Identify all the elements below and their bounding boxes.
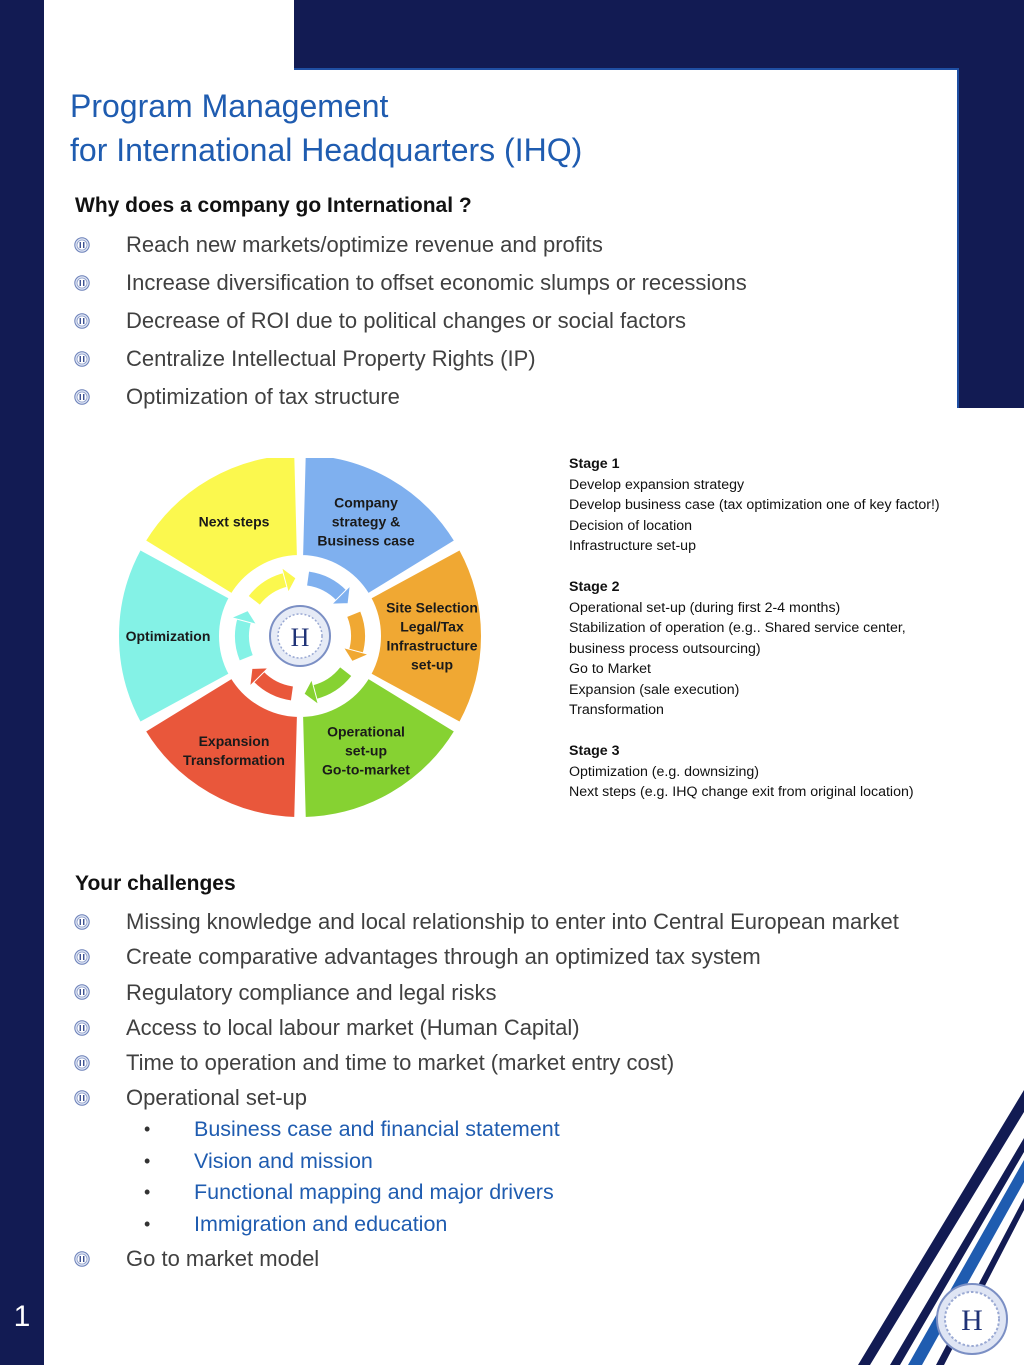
list-item-text: Reach new markets/optimize revenue and profits [126, 232, 603, 257]
list-item [70, 939, 899, 974]
cycle-arrow-body [354, 614, 358, 652]
wheel-segment-label: Expansion [198, 732, 270, 749]
stage-line: Infrastructure set-up [569, 538, 696, 554]
cycle-arrow-body [258, 676, 292, 693]
sub-list-item [140, 1175, 560, 1207]
list-item-text: Optimization of tax structure [126, 384, 400, 409]
header-band-edge-vertical [957, 70, 959, 408]
sub-list-item-text: Immigration and education [194, 1211, 448, 1236]
list-item-text: Operational set-up [126, 1085, 307, 1111]
sub-list-item [140, 1144, 560, 1176]
list-item [70, 1045, 899, 1080]
wheel-center-letter: H [290, 623, 310, 652]
stage-block [569, 741, 949, 803]
list-item [70, 340, 747, 378]
sub-list-item-text: Functional mapping and major drivers [194, 1180, 554, 1204]
wheel-segment-label: set-up [411, 656, 453, 673]
challenges-list-end [70, 1241, 319, 1276]
stage-title: Stage 1 [569, 456, 620, 472]
logo-bullet-icon [74, 389, 90, 405]
challenges-list [70, 904, 899, 1116]
sub-list-item-text: Business case and financial statement [194, 1117, 560, 1141]
stage-line: Transformation [569, 702, 664, 718]
stage-cycle-wheel [110, 458, 500, 822]
logo-bullet-icon [74, 237, 90, 253]
wheel-segment-label: Operational [327, 723, 405, 740]
stage-block [569, 577, 949, 721]
list-item [70, 1241, 319, 1276]
stage-block [569, 454, 949, 557]
list-item-text: Increase diversification to offset economic slumps or recessions [126, 270, 747, 295]
sub-list-item [140, 1112, 560, 1144]
stage-line: Expansion (sale execution) [569, 681, 740, 698]
list-item [70, 226, 747, 264]
stage-line: Operational set-up (during first 2-4 months) [569, 599, 841, 616]
list-item [70, 904, 899, 939]
wheel-segment-label: Optimization [125, 628, 211, 644]
sub-bullet: • [144, 1182, 151, 1202]
logo-bullet-icon [74, 1090, 90, 1106]
wheel-segment-label: Next steps [198, 513, 270, 530]
logo-bullet-icon [74, 914, 90, 930]
cycle-arrow-body [314, 672, 346, 693]
logo-letter: H [961, 1304, 983, 1337]
logo-bullet-icon [74, 313, 90, 329]
list-item-text: Missing knowledge and local relationship to enter into Central European market [126, 909, 899, 934]
list-item-text: Centralize Intellectual Property Rights (IP) [126, 346, 536, 371]
logo-bullet-icon [74, 1020, 90, 1036]
list-item-text: Decrease of ROI due to political changes or social factors [126, 308, 687, 333]
list-item [70, 1080, 899, 1115]
page-title-line-1: Program Management [70, 88, 389, 124]
stage-line: Go to Market [569, 661, 652, 677]
logo-bullet-icon [74, 949, 90, 965]
wheel-segment-label: Go-to-market [322, 761, 410, 778]
logo-bullet-icon [74, 351, 90, 367]
wheel-segment-label: strategy & [331, 513, 401, 530]
wheel-segment-label: Company [334, 494, 398, 511]
list-item-text: Time to operation and time to market (market entry cost) [126, 1050, 675, 1076]
wheel-segment-label: Legal/Tax [400, 618, 464, 635]
wheel-segment-label: Business case [317, 532, 415, 549]
sub-bullet: • [144, 1213, 151, 1234]
wheel-segment-label: set-up [345, 742, 387, 759]
cycle-arrow-body [308, 579, 342, 596]
list-item-text: Go to market model [126, 1246, 320, 1271]
company-logo [936, 1283, 1008, 1355]
operational-setup-sublist [140, 1112, 560, 1238]
list-item-text: Regulatory compliance and legal risks [126, 979, 497, 1005]
list-item [70, 302, 747, 340]
stage-line: Decision of location [569, 517, 693, 534]
wheel-segment-label: Infrastructure [386, 637, 478, 654]
stage-line: Develop business case (tax optimization one of key factor!) [569, 497, 940, 513]
list-item [70, 975, 899, 1010]
why-list [70, 226, 747, 416]
why-heading: Why does a company go International ? [75, 194, 472, 217]
list-item [70, 1010, 899, 1045]
challenges-heading: Your challenges [75, 872, 236, 895]
sub-bullet: • [144, 1150, 151, 1171]
wheel-center-logo [270, 606, 330, 666]
stage-line: Develop expansion strategy [569, 476, 745, 493]
list-item [70, 378, 747, 416]
logo-bullet-icon [74, 1251, 90, 1267]
stage-line: Next steps (e.g. IHQ change exit from original location) [569, 784, 914, 800]
top-header-band [294, 0, 1024, 70]
stages-panel [569, 454, 949, 823]
stage-title: Stage 3 [569, 743, 620, 759]
sub-bullet: • [144, 1119, 151, 1139]
sub-list-item [140, 1207, 560, 1239]
logo-bullet-icon [74, 1055, 90, 1071]
left-sidebar-band [0, 0, 44, 1365]
page-title-line-2: for International Headquarters (IHQ) [70, 132, 583, 168]
header-band-edge [294, 68, 959, 70]
cycle-arrow-body [254, 580, 286, 601]
logo-bullet-icon [74, 275, 90, 291]
stage-line: Optimization (e.g. downsizing) [569, 763, 760, 780]
sub-list-item-text: Vision and mission [194, 1148, 373, 1173]
stage-title: Stage 2 [569, 579, 620, 595]
page-title [70, 84, 582, 172]
list-item-text: Create comparative advantages through an optimized tax system [126, 944, 761, 970]
right-header-band [959, 0, 1024, 408]
page-number: 1 [13, 1300, 31, 1333]
logo-bullet-icon [74, 984, 90, 1000]
list-item [70, 264, 747, 302]
cycle-arrow-body [242, 620, 246, 658]
list-item-text: Access to local labour market (Human Capital) [126, 1014, 580, 1040]
wheel-segment-label: Transformation [183, 751, 285, 768]
wheel-segment-label: Site Selection [386, 599, 478, 616]
stage-line: Stabilization of operation (e.g.. Shared service center, business process outsourcing) [569, 620, 906, 657]
